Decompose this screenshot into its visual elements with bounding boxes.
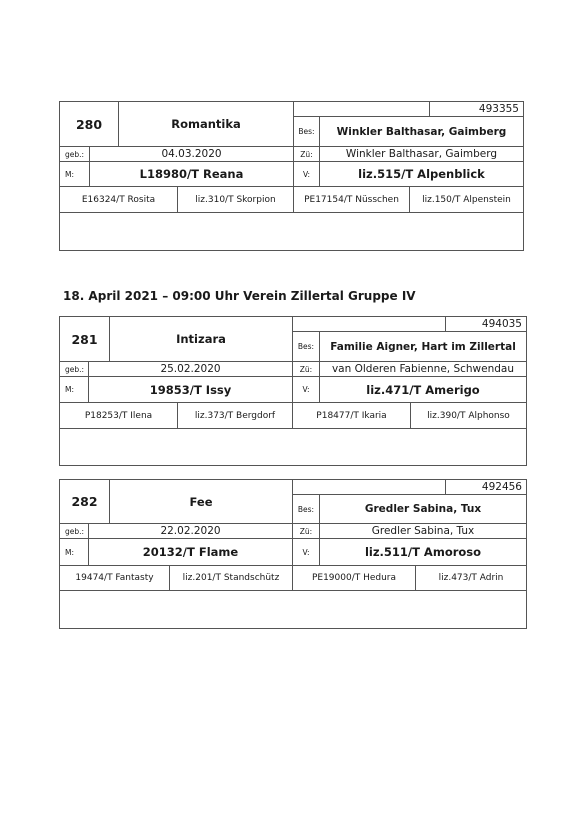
mother-value: 20132/T Flame [88,538,292,565]
ancestor-4: liz.473/T Adrin [415,565,526,590]
mother-label: M: [60,376,88,402]
father-value: liz.471/T Amerigo [319,376,526,402]
mother-value: L18980/T Reana [89,161,293,186]
ancestor-4: liz.390/T Alphonso [410,402,526,428]
breeder-label: Zü: [292,361,319,376]
breeder-value: van Olderen Fabienne, Schwendau [319,361,526,376]
breeder-label: Zü: [292,523,319,538]
entry-card-281 [59,316,527,466]
born-label: geb.: [60,361,88,376]
notes-area [60,428,526,465]
entry-number: 282 [71,494,98,509]
entry-card-280 [59,101,524,251]
born-date: 04.03.2020 [89,146,293,161]
blank-cell [292,480,445,494]
entry-name: Fee [109,480,292,523]
mother-label: M: [60,161,89,186]
father-value: liz.511/T Amoroso [319,538,526,565]
ancestor-2: liz.373/T Bergdorf [177,402,292,428]
section-heading: 18. April 2021 – 09:00 Uhr Verein Zillertal Gruppe IV [63,289,416,303]
owner-label: Bes: [293,116,319,146]
born-date: 25.02.2020 [88,361,292,376]
mother-value: 19853/T Issy [88,376,292,402]
entry-number: 281 [71,331,98,347]
ancestor-1: P18253/T Ilena [60,402,177,428]
born-date: 22.02.2020 [88,523,292,538]
entry-card-282 [59,479,527,629]
breeder-value: Gredler Sabina, Tux [319,523,526,538]
entry-id: 493355 [429,102,523,116]
ancestor-4: liz.150/T Alpenstein [409,186,523,212]
owner-value: Winkler Balthasar, Gaimberg [319,116,523,146]
entry-name: Intizara [109,317,292,361]
owner-value: Familie Aigner, Hart im Zillertal [319,331,526,361]
breeder-value: Winkler Balthasar, Gaimberg [319,146,523,161]
ancestor-1: E16324/T Rosita [60,186,177,212]
born-label: geb.: [60,146,89,161]
notes-area [60,212,523,250]
ancestor-2: liz.201/T Standschütz [169,565,292,590]
entry-name: Romantika [118,102,293,146]
breeder-label: Zü: [293,146,319,161]
ancestor-2: liz.310/T Skorpion [177,186,293,212]
ancestor-3: PE19000/T Hedura [292,565,415,590]
entry-number: 280 [75,116,103,132]
ancestor-1: 19474/T Fantasty [60,565,169,590]
ancestor-3: P18477/T Ikaria [292,402,410,428]
father-value: liz.515/T Alpenblick [319,161,523,186]
owner-label: Bes: [292,331,319,361]
mother-label: M: [60,538,88,565]
father-label: V: [292,538,319,565]
father-label: V: [293,161,319,186]
blank-cell [292,317,445,331]
born-label: geb.: [60,523,88,538]
entry-id: 494035 [445,317,526,331]
entry-id: 492456 [445,480,526,494]
owner-value: Gredler Sabina, Tux [319,494,526,523]
owner-label: Bes: [292,494,319,523]
ancestor-3: PE17154/T Nüsschen [293,186,409,212]
notes-area [60,590,526,628]
blank-cell [293,102,429,116]
father-label: V: [292,376,319,402]
